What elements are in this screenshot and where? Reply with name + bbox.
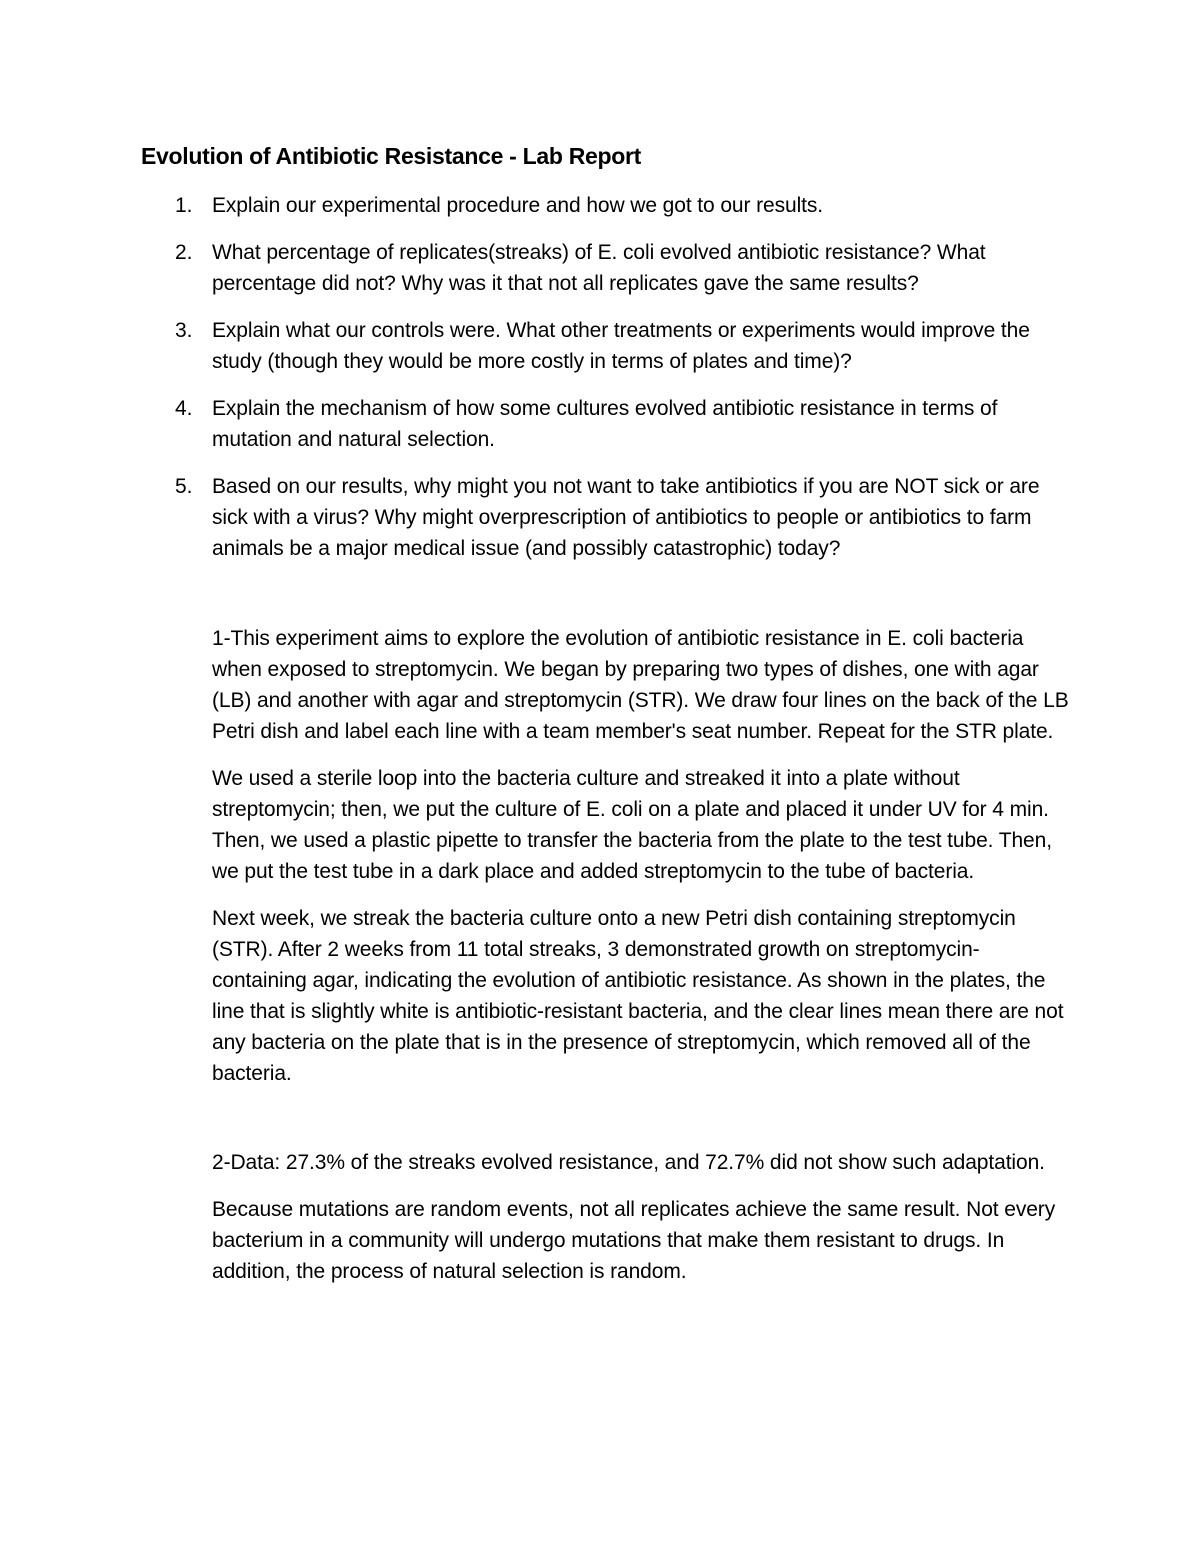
question-item	[141, 393, 1061, 455]
answer-paragraph: Next week, we streak the bacteria culture onto a new Petri dish containing streptomycin (STR). After 2 weeks from 11 total streaks, 3 demonstrated growth on streptomycin-containing agar, indicating the evolution of antibiotic resistance. As shown in the plates, the line that is slightly white is antibiotic-resistant bacteria, and the clear lines mean there are not any bacteria on the plate that is in the presence of streptomycin, which removed all of the bacteria.	[212, 907, 1064, 1085]
question-number: 5.	[175, 475, 193, 498]
answer-paragraph: We used a sterile loop into the bacteria culture and streaked it into a plate without streptomycin; then, we put the culture of E. coli on a plate and placed it under UV for 4 min. Then, we used a plastic pipette to transfer the bacteria from the plate to the test tube. Then, we put the test tube in a dark place and added streptomycin to the tube of bacteria.	[212, 767, 1052, 883]
question-number: 4.	[175, 397, 193, 420]
question-text: Explain what our controls were. What other treatments or experiments would improve the study (though they would be more costly in terms of plates and time)?	[212, 319, 1030, 373]
question-number: 3.	[175, 319, 193, 342]
question-number: 1.	[175, 194, 193, 217]
question-text: Explain the mechanism of how some cultures evolved antibiotic resistance in terms of mutation and natural selection.	[212, 397, 998, 451]
answer-paragraph: 2-Data: 27.3% of the streaks evolved resistance, and 72.7% did not show such adaptation.	[212, 1151, 1045, 1174]
question-number: 2.	[175, 241, 193, 264]
document-title: Evolution of Antibiotic Resistance - Lab Report	[141, 143, 642, 169]
question-item	[141, 237, 1061, 299]
question-text: Based on our results, why might you not want to take antibiotics if you are NOT sick or are sick with a virus? Why might overprescription of antibiotics to people or antibiotics to farm animals be a major medical issue (and possibly catastrophic) today?	[212, 475, 1040, 560]
question-item	[141, 190, 1061, 221]
question-text: What percentage of replicates(streaks) of E. coli evolved antibiotic resistance? What percentage did not? Why was it that not all replicates gave the same results?	[212, 241, 986, 295]
answer-paragraph: 1-This experiment aims to explore the evolution of antibiotic resistance in E. coli bacteria when exposed to streptomycin. We began by preparing two types of dishes, one with agar (LB) and another with agar and streptomycin (STR). We draw four lines on the back of the LB Petri dish and label each line with a team member's seat number. Repeat for the STR plate.	[212, 627, 1069, 743]
question-item	[141, 315, 1061, 377]
answer-paragraph: Because mutations are random events, not all replicates achieve the same result. Not every bacterium in a community will undergo mutations that make them resistant to drugs. In addition, the process of natural selection is random.	[212, 1198, 1056, 1283]
question-text: Explain our experimental procedure and how we got to our results.	[212, 194, 824, 217]
question-list	[141, 190, 1061, 580]
answers-section	[212, 623, 1072, 1303]
question-item	[141, 471, 1061, 564]
